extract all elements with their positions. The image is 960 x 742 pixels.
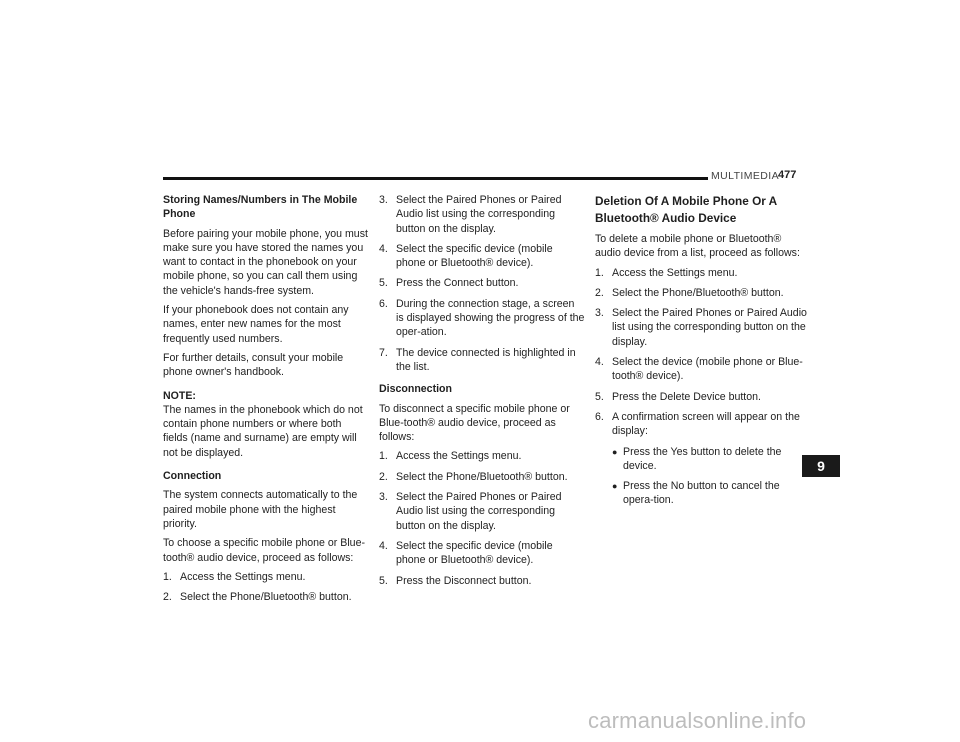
paragraph: To delete a mobile phone or Bluetooth® audio device from a list, proceed as follows: [595, 233, 800, 260]
list-text: A confirmation screen will appear on the display: [612, 410, 800, 438]
bullet-item [612, 479, 807, 508]
list-item [379, 539, 585, 568]
list-text: Press the Delete Device button. [612, 390, 761, 403]
list-number: 5. [379, 574, 388, 587]
paragraph: If your phonebook does not contain any names, enter new names for the most frequently used numbers. [163, 304, 349, 345]
list-text: Access the Settings menu. [396, 450, 522, 463]
column-3 [595, 193, 807, 514]
list-text: Access the Settings menu. [612, 266, 738, 279]
list-number: 1. [163, 570, 172, 583]
heading-connection: Connection [163, 470, 222, 483]
heading-storing-names: Storing Names/Numbers in The Mobile Phone [163, 194, 358, 221]
list-number: 2. [163, 591, 172, 604]
list-text: Select the device (mobile phone or Blue-tooth® device). [612, 356, 803, 383]
list-text: Access the Settings menu. [180, 570, 306, 583]
list-number: 5. [595, 390, 604, 403]
bullet-icon: ● [612, 481, 618, 492]
list-item [595, 266, 807, 280]
paragraph: Before pairing your mobile phone, you must make sure you have stored the names you want to contact in the phonebook on your mobile phone, so you can call them using the vehicle's hands-free system. [163, 227, 368, 297]
list-item [595, 286, 807, 300]
list-text: The device connected is highlighted in the list. [396, 346, 576, 373]
heading-deletion: Deletion Of A Mobile Phone Or A Bluetooth® Audio Device [595, 194, 777, 225]
bullet-text: Press the Yes button to delete the device. [623, 445, 782, 472]
column-1 [163, 193, 368, 610]
list-item [379, 449, 585, 463]
list-text: Select the specific device (mobile phone or Bluetooth® device). [396, 539, 553, 567]
page-number: 477 [778, 169, 797, 181]
list-number: 2. [595, 286, 604, 299]
paragraph: To disconnect a specific mobile phone or Blue-tooth® audio device, proceed as follows: [379, 402, 570, 444]
list-item [163, 590, 368, 604]
list-text: Select the Phone/Bluetooth® button. [612, 286, 784, 299]
list-text: Select the Phone/Bluetooth® button. [180, 591, 352, 604]
list-text: Press the Disconnect button. [396, 574, 532, 587]
list-number: 4. [379, 242, 388, 255]
list-item [379, 490, 585, 533]
note-text: The names in the phonebook which do not contain phone numbers or where both fields (name and surname) are empty will not be displayed. [163, 403, 363, 459]
heading-disconnection: Disconnection [379, 383, 452, 396]
list-text: Press the Connect button. [396, 277, 519, 290]
list-text: Select the specific device (mobile phone or Bluetooth® device). [396, 242, 553, 270]
header-rule [163, 177, 708, 180]
bullet-item [612, 445, 807, 474]
list-number: 5. [379, 277, 388, 290]
list-number: 2. [379, 470, 388, 483]
paragraph: For further details, consult your mobile phone owner's handbook. [163, 351, 344, 379]
list-number: 6. [595, 410, 604, 423]
list-text: Select the Phone/Bluetooth® button. [396, 470, 568, 483]
section-name: MULTIMEDIA [711, 170, 779, 182]
list-number: 3. [379, 491, 388, 504]
list-item [379, 193, 585, 236]
list-item [595, 390, 807, 404]
list-item [379, 470, 585, 484]
watermark: carmanualsonline.info [588, 708, 807, 733]
bullet-text: Press the No button to cancel the opera-tion. [623, 480, 780, 507]
list-number: 3. [595, 307, 604, 320]
list-text: Select the Paired Phones or Paired Audio list using the corresponding button on the display. [612, 307, 807, 348]
chapter-tab: 9 [802, 455, 840, 477]
list-text: During the connection stage, a screen is displayed showing the progress of the oper-ation. [396, 297, 585, 339]
list-number: 3. [379, 194, 388, 206]
list-item [595, 355, 807, 384]
list-number: 6. [379, 297, 388, 310]
list-text: Select the Paired Phones or Paired Audio list using the corresponding button on the display. [396, 194, 562, 235]
list-item [379, 297, 585, 340]
list-item [379, 242, 585, 271]
list-number: 4. [595, 356, 604, 369]
list-item [163, 570, 368, 584]
list-number: 1. [595, 266, 604, 279]
column-2 [379, 193, 585, 594]
paragraph: To choose a specific mobile phone or Blue-tooth® audio device, proceed as follows: [163, 537, 365, 564]
list-item [379, 346, 585, 375]
paragraph: The system connects automatically to the paired mobile phone with the highest priority. [163, 489, 358, 530]
list-number: 4. [379, 539, 388, 552]
list-item [595, 410, 807, 439]
list-item [379, 574, 585, 588]
list-item [379, 276, 585, 290]
list-item [595, 306, 807, 349]
bullet-icon: ● [612, 446, 618, 457]
list-text: Select the Paired Phones or Paired Audio list using the corresponding button on the display. [396, 491, 562, 532]
list-number: 1. [379, 450, 388, 463]
list-number: 7. [379, 346, 388, 359]
note-label: NOTE: [163, 389, 196, 402]
